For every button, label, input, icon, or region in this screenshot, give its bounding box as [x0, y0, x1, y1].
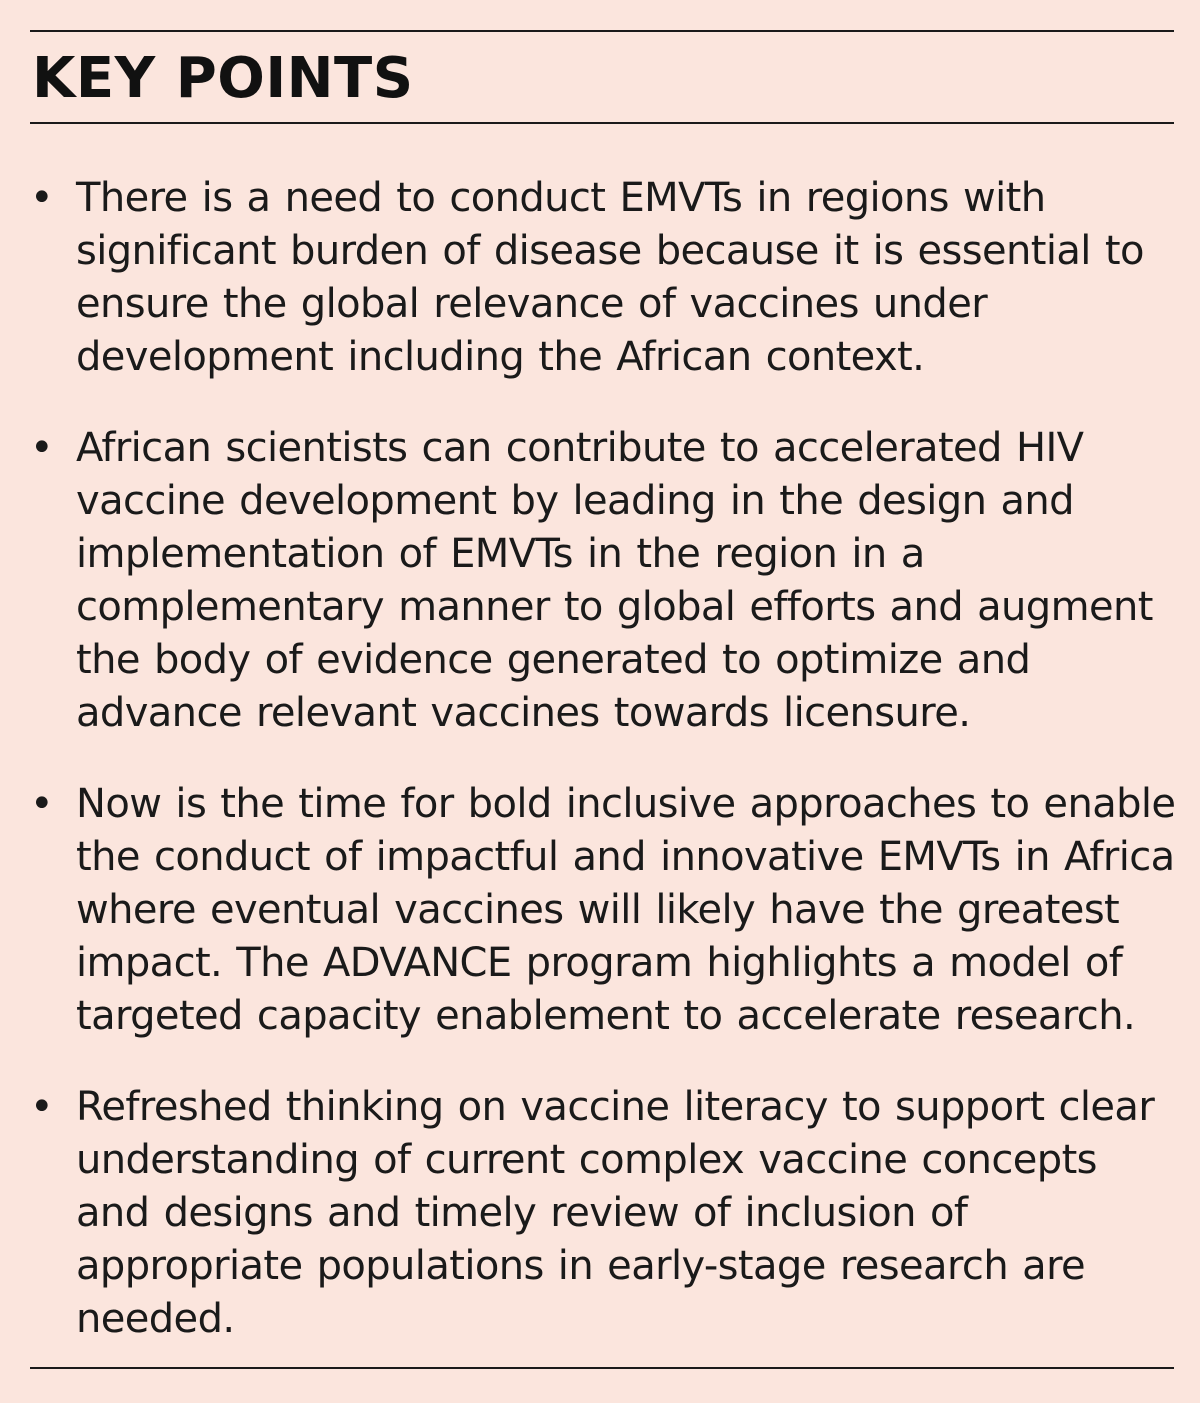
bullet-icon: •: [30, 1084, 54, 1130]
bullet-icon: •: [30, 781, 54, 827]
title-rule: [30, 122, 1174, 124]
top-rule: [30, 30, 1174, 32]
key-point-2: [28, 422, 1178, 740]
key-point-text: Refreshed thinking on vaccine literacy to support clear understanding of current complex vaccine concepts and designs and timely review of inclusion of appropriate populations in early-stage research are needed.: [76, 1084, 1155, 1342]
key-point-text: There is a need to conduct EMVTs in regions with significant burden of disease because it is essential to ensure the global relevance of vaccines under development including the African context.: [76, 175, 1144, 380]
key-points-list: [28, 172, 1178, 1384]
bullet-icon: •: [30, 175, 54, 221]
bullet-icon: •: [30, 425, 54, 471]
key-point-text: Now is the time for bold inclusive approaches to enable the conduct of impactful and innovative EMVTs in Africa where eventual vaccines will likely have the greatest impact. The ADVANCE program highlights a model of targeted capacity enablement to accelerate research.: [76, 781, 1176, 1039]
key-point-text: African scientists can contribute to accelerated HIV vaccine development by leading in the design and implementation of EMVTs in the region in a complementary manner to global efforts and augment the body of evidence generated to optimize and advance relevant vaccines towards licensure.: [76, 425, 1153, 736]
key-point-4: [28, 1081, 1178, 1346]
bottom-rule: [30, 1367, 1174, 1369]
box-title: KEY POINTS: [32, 46, 414, 111]
key-point-1: [28, 172, 1178, 384]
key-point-3: [28, 778, 1178, 1043]
